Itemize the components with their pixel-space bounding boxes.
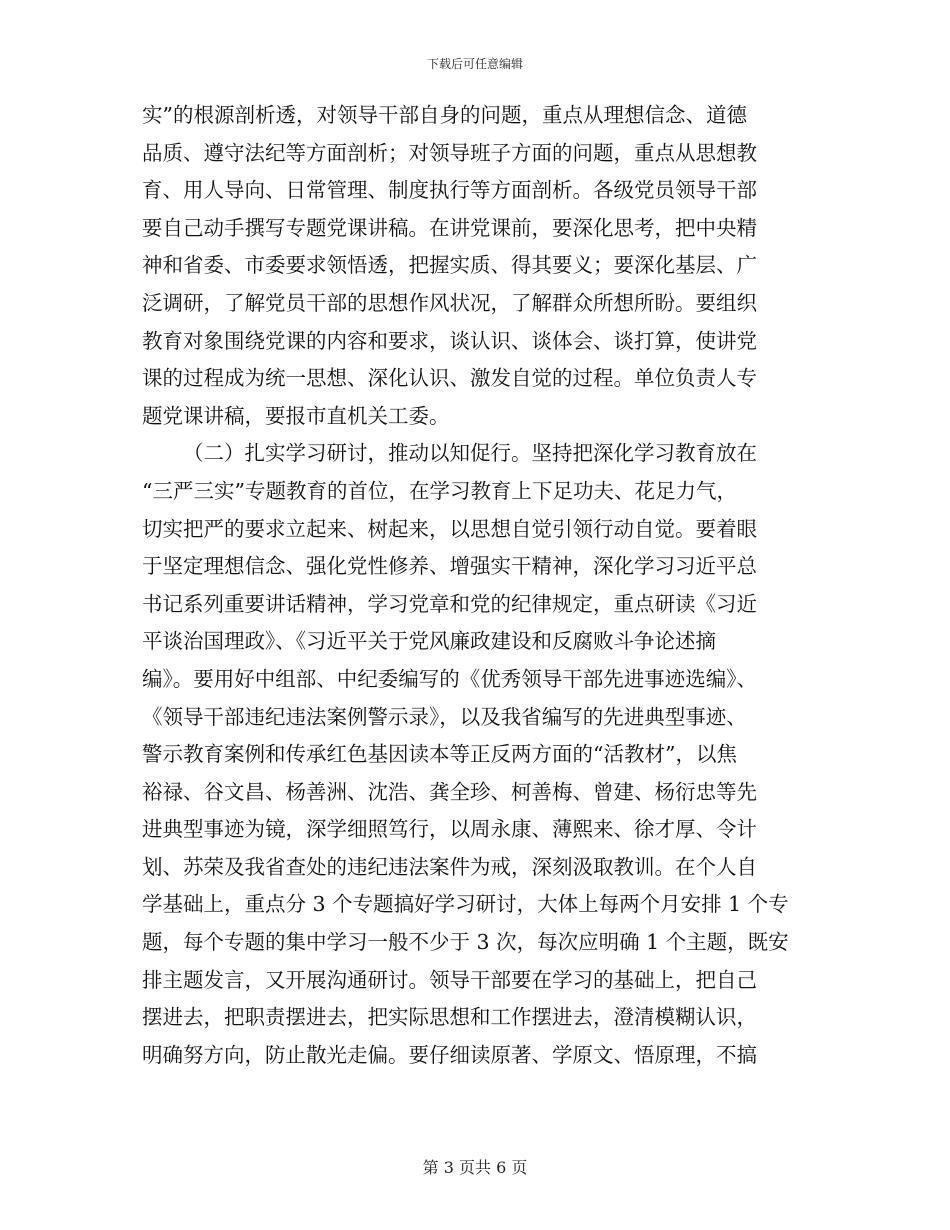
text-line: 要自己动手撰写专题党课讲稿。在讲党课前，要深化思考，把中央精 [142,215,757,240]
page-footer: 第 3 页共 6 页 [422,1158,528,1177]
text-line: 划、苏荣及我省查处的违纪违法案件为戒，深刻汲取教训。在个人自 [142,854,757,879]
text-line: 品质、遵守法纪等方面剖析；对领导班子方面的问题，重点从思想教 [142,140,757,165]
text-line: 编》。要用好中组部、中纪委编写的《优秀领导干部先进事迹选编》、 [142,666,757,691]
text-line: 《领导干部违纪违法案例警示录》，以及我省编写的先进典型事迹、 [142,704,747,729]
text-line: 书记系列重要讲话精神，学习党章和党的纪律规定，重点研读《习近 [142,591,757,616]
paragraph-start-line: （二）扎实学习研讨，推动以知促行。坚持把深化学习教育放在 [183,441,757,466]
text-line: 警示教育案例和传承红色基因读本等正反两方面的“活教材”，以焦 [142,742,737,767]
page-header: 下载后可任意编辑 [426,57,523,71]
text-line: 育、用人导向、日常管理、制度执行等方面剖析。各级党员领导干部 [142,178,757,203]
document-body [142,97,822,1074]
text-line: 于坚定理想信念、强化党性修养、增强实干精神，深化学习习近平总 [142,554,757,579]
text-line: 课的过程成为统一思想、深化认识、激发自觉的过程。单位负责人专 [142,366,757,391]
text-line: 裕禄、谷文昌、杨善洲、沈浩、龚全珍、柯善梅、曾建、杨衍忠等先 [142,779,757,804]
text-line: 实”的根源剖析透，对领导干部自身的问题，重点从理想信念、道德 [142,103,747,127]
text-line: 神和省委、市委要求领悟透，把握实质、得其要义；要深化基层、广 [142,253,757,278]
text-line: 明确努方向，防止散光走偏。要仔细读原著、学原文、悟原理，不搞 [142,1042,757,1067]
text-line: 学基础上，重点分 3 个专题搞好学习研讨，大体上每两个月安排 1 个专 [142,892,789,917]
text-line: “三严三实”专题教育的首位，在学习教育上下足功夫、花足力气， [142,478,737,503]
text-line: 进典型事迹为镜，深学细照笃行，以周永康、薄熙来、徐才厚、令计 [142,817,757,842]
text-line: 排主题发言，又开展沟通研讨。领导干部要在学习的基础上，把自己 [142,967,757,992]
text-line: 切实把严的要求立起来、树起来，以思想自觉引领行动自觉。要着眼 [142,516,757,541]
text-line: 题，每个专题的集中学习一般不少于 3 次，每次应明确 1 个主题，既安 [142,930,789,955]
text-line: 教育对象围绕党课的内容和要求，谈认识、谈体会、谈打算，使讲党 [142,328,757,353]
text-line: 摆进去，把职责摆进去，把实际思想和工作摆进去，澄清模糊认识， [142,1005,757,1030]
text-line: 平谈治国理政》、《习近平关于党风廉政建设和反腐败斗争论述摘 [142,629,716,654]
text-line: 题党课讲稿，要报市直机关工委。 [142,403,450,428]
text-line: 泛调研，了解党员干部的思想作风状况，了解群众所想所盼。要组织 [142,290,757,315]
